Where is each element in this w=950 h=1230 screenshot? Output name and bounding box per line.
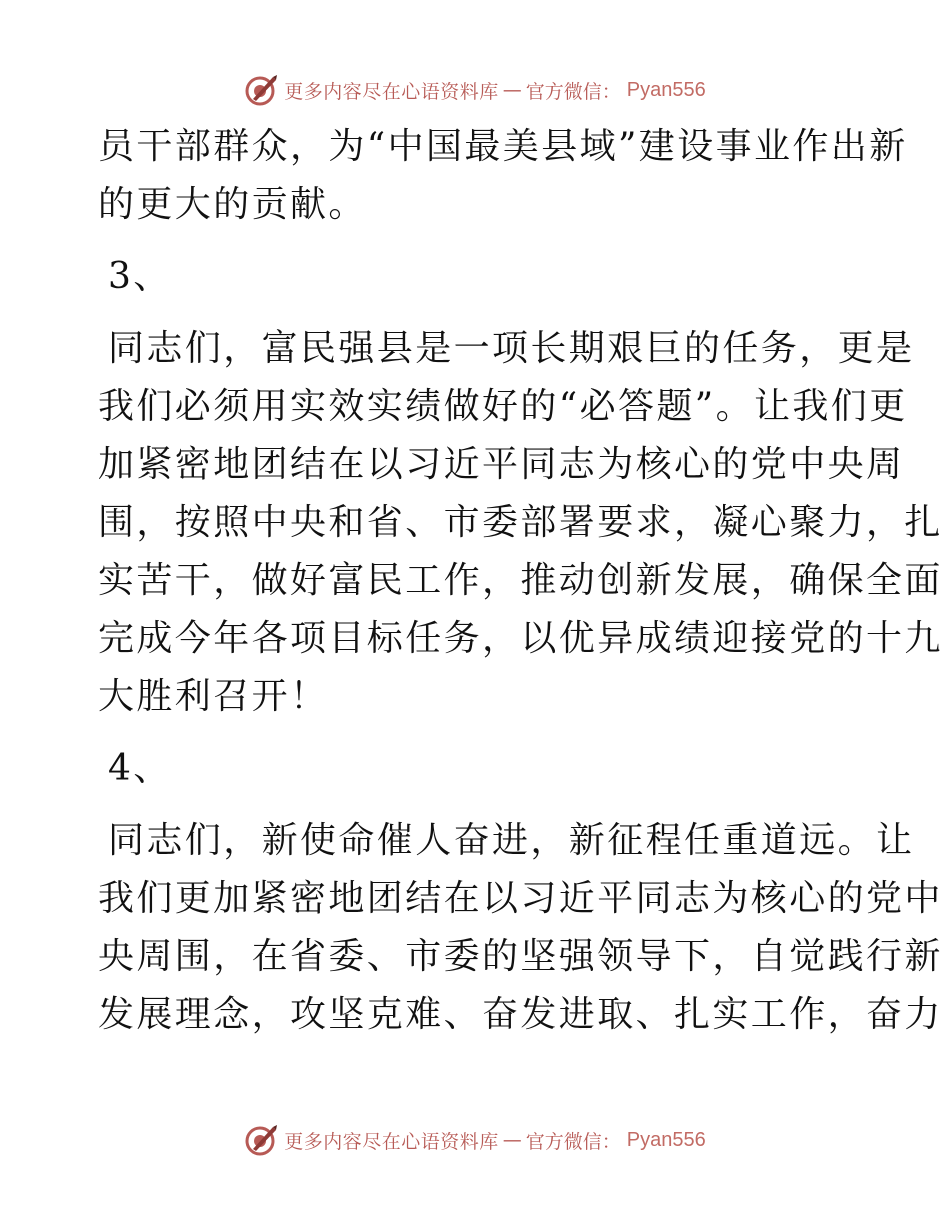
text-line: 央周围，在省委、市委的坚强领导下，自觉践行新 xyxy=(98,936,943,977)
text-line: 大胜利召开！ xyxy=(98,676,329,717)
text-line: 员干部群众，为“中国最美县域”建设事业作出新 xyxy=(98,126,908,167)
text-line: 我们更加紧密地团结在以习近平同志为核心的党中 xyxy=(98,878,943,919)
section-number: 3、 xyxy=(108,256,172,297)
text-line: 实苦干，做好富民工作，推动创新发展，确保全面 xyxy=(98,560,943,601)
watermark-dash: — xyxy=(502,1129,522,1151)
text-line: 的更大的贡献。 xyxy=(98,184,367,225)
watermark-label: 官方微信： xyxy=(525,80,621,103)
header-watermark xyxy=(0,70,950,110)
text-line: 加紧密地团结在以习近平同志为核心的党中央周 xyxy=(98,444,905,485)
text-line: 同志们，新使命催人奋进，新征程任重道远。让 xyxy=(108,820,915,861)
document-body xyxy=(98,118,943,1044)
text-line: 围，按照中央和省、市委部署要求，凝心聚力，扎 xyxy=(98,502,943,543)
watermark-brand: 更多内容尽在心语资料库 xyxy=(284,1130,499,1153)
watermark-dash: — xyxy=(502,79,522,101)
watermark-wechat-id: Pyan556 xyxy=(626,78,706,101)
text-line: 发展理念，攻坚克难、奋发进取、扎实工作，奋力 xyxy=(98,994,943,1035)
section-number: 4、 xyxy=(108,748,172,789)
watermark-label: 官方微信： xyxy=(525,1130,621,1153)
text-line: 完成今年各项目标任务，以优异成绩迎接党的十九 xyxy=(98,618,943,659)
watermark-brand: 更多内容尽在心语资料库 xyxy=(284,80,499,103)
pen-logo-icon xyxy=(244,73,278,107)
pen-logo-icon xyxy=(244,1123,278,1157)
text-line: 我们必须用实效实绩做好的“必答题”。让我们更 xyxy=(98,386,908,427)
watermark-wechat-id: Pyan556 xyxy=(626,1128,706,1151)
text-line: 同志们，富民强县是一项长期艰巨的任务，更是 xyxy=(108,328,915,369)
footer-watermark xyxy=(0,1120,950,1160)
